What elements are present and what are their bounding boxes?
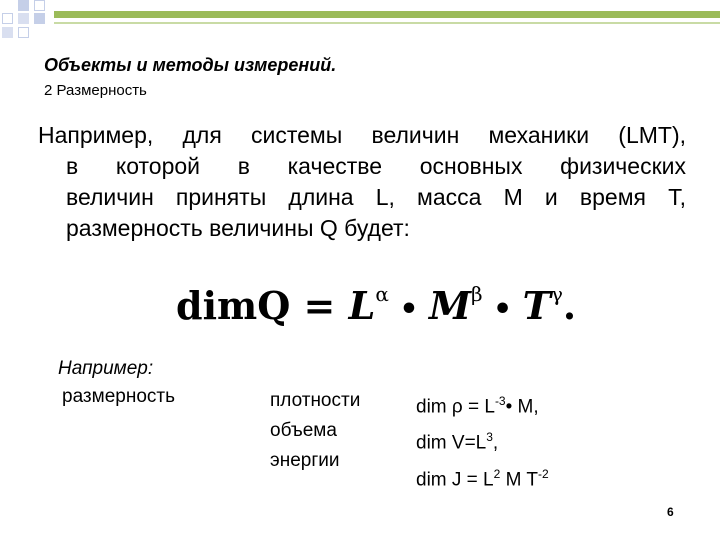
formula-L: L — [348, 283, 376, 328]
slide-subtitle: 2 Размерность — [44, 82, 147, 99]
paragraph-line: размерность величины Q будет: — [66, 215, 410, 241]
decor-square — [34, 0, 45, 11]
energy-dimension: dim $J = L^2$ M $T^{-2}$ — [416, 466, 549, 490]
quantity-name: объема — [270, 420, 337, 441]
slide-decoration — [0, 0, 720, 48]
formula-end: . — [562, 283, 577, 328]
slide-title: Объекты и методы измерений. — [44, 55, 337, 75]
formula-M-exponent: β — [471, 282, 483, 307]
formula-dot: • — [388, 292, 429, 327]
example-heading: Например: — [58, 358, 154, 379]
formula-dot: • — [482, 292, 523, 327]
body-paragraph — [38, 120, 686, 244]
quantity-list — [270, 386, 360, 476]
dimension-formula — [176, 283, 576, 328]
example-label: размерность — [62, 386, 175, 407]
formula-M: M — [428, 283, 472, 328]
header-bar — [54, 11, 720, 18]
paragraph-line: Например, для системы величин механики (LMT), — [38, 122, 686, 148]
decor-square — [2, 13, 13, 24]
volume-dimension: dim $V=L^3$, — [416, 430, 499, 454]
paragraph-line: величин приняты длина L, масса М и время Т, — [66, 184, 686, 210]
decor-square — [18, 27, 29, 38]
formula-lhs: dimQ — [176, 283, 291, 328]
decor-square — [34, 13, 45, 24]
decor-square — [2, 27, 13, 38]
page-number: 6 — [667, 505, 674, 519]
formula-T: T — [522, 283, 551, 328]
formula-L-exponent: α — [375, 282, 389, 307]
header-bar-thin — [54, 22, 720, 24]
density-dimension: dim $\rho = L^{-3}•$ M, — [416, 394, 539, 418]
formula-equals: = — [290, 283, 349, 328]
paragraph-line: в которой в качестве основных физических — [66, 153, 686, 179]
decor-square — [18, 0, 29, 11]
dimension-list — [416, 386, 549, 495]
decor-square — [18, 13, 29, 24]
formula-T-exponent: γ — [550, 282, 563, 307]
quantity-name: энергии — [270, 450, 340, 471]
quantity-name: плотности — [270, 390, 361, 411]
